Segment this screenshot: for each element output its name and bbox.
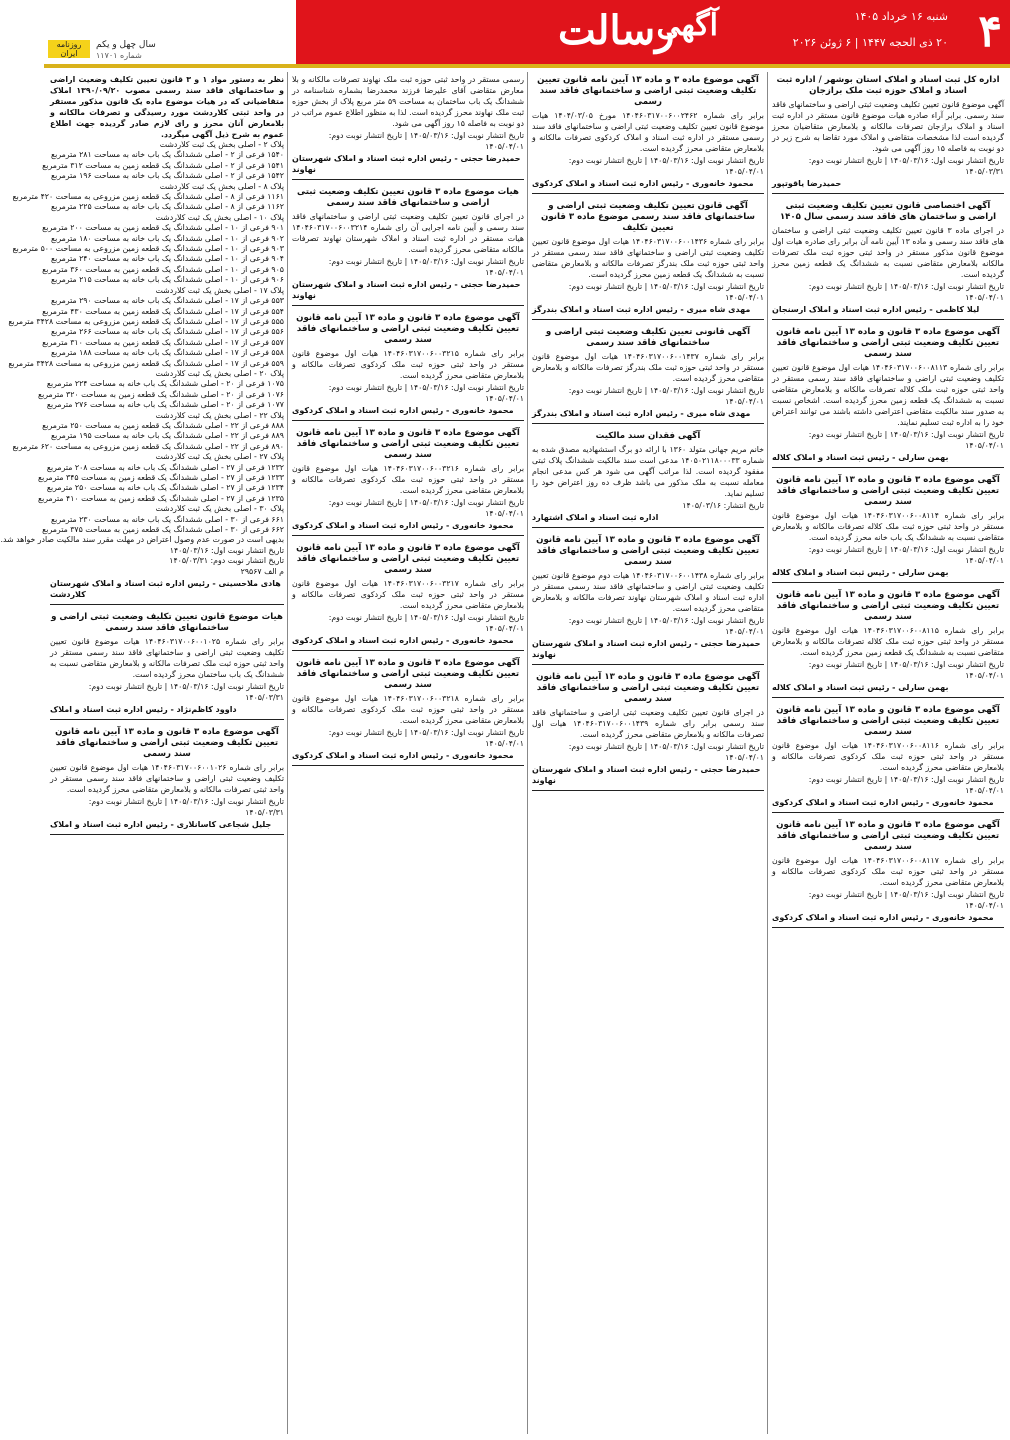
plate-line: ۱۰۷۶ فرعی از ۲۰ - اصلی ششدانگ یک قطعه زمین به مساحت ۳۲۰ مترمربع (37, 389, 284, 399)
notice-block (532, 198, 764, 320)
notice-dates: تاریخ انتشار نوبت اول: ۱۴۰۵/۰۳/۱۶ | تاریخ انتشار نوبت دوم: ۱۴۰۵/۰۴/۰۱ (808, 660, 1004, 680)
notice-signature: محمود خانه‌وری - رئیس اداره ثبت اسناد و املاک کردکوی (292, 636, 514, 645)
issue-number: شماره ۱۱۷۰۱ (96, 51, 142, 60)
notice-signature: بهمن سارلی - رئیس ثبت اسناد و املاک کلاله (772, 568, 949, 577)
plate-line: ۹۰۳ فرعی از ۱۰ - اصلی ششدانگ یک قطعه زمین مزروعی به مساحت ۵۰۰ مترمربع (12, 244, 284, 254)
plate-line: ۱۲۳۳ فرعی از ۲۷ - اصلی ششدانگ یک قطعه زمین به مساحت ۳۴۵ مترمربع (37, 473, 284, 482)
notice-title: آگهی موضوع ماده ۳ قانون و ماده ۱۳ آیین نامه قانون تعیین تکلیف وضعیت ثبتی اراضی و ساختمانهای فاقد سند رسمی (296, 658, 520, 690)
notice-title: آگهی موضوع ماده ۳ قانون و ماده ۱۳ آیین نامه قانون تعیین تکلیف وضعیت ثبتی اراضی و ساختمانهای فاقد سند رسمی (536, 672, 760, 704)
notice-dates: تاریخ انتشار نوبت اول: ۱۴۰۵/۰۳/۱۶ | تاریخ انتشار نوبت دوم: ۱۴۰۵/۰۴/۰۱ (808, 890, 1004, 910)
columns (0, 72, 1005, 1434)
notice-title: هیات موضوع ماده ۳ قانون تعیین تکلیف وضعیت ثبتی اراضی و ساختمانهای فاقد سند رسمی (297, 187, 519, 208)
date-other: ۲۰ ذی الحجه ۱۴۴۷ | ۶ ژوئن ۲۰۲۶ (792, 36, 948, 49)
plate-line: ۱۰۷۷ فرعی از ۲۰ - اصلی ششدانگ یک باب خانه به مساحت ۲۷۶ مترمربع (46, 400, 284, 410)
notice-signature: جلیل شجاعی کاسانلاری - رئیس اداره ثبت اسناد و املاک (50, 820, 272, 830)
notice-body: برابر رای شماره ۱۴۰۴۶۰۳۱۷۰۰۶۰۰۸۱۱۳ هیات اول موضوع قانون تعیین تکلیف وضعیت ثبتی اراضی و ساختمانهای فاقد سند رسمی مستقر در واحد ثبتی حوزه ثبت ملک کلاله تصرفات مالکانه و بلامعارض متقاضی نسبت به ششدانگ یک قطعه زمین محرز گردیده است. اشخاص نسبت به صدور سند مالکیت متقاضی اعتراضی داشته باشند می توانند اعتراض خود را به اداره ثبت تسلیم نمایند. (772, 363, 1004, 427)
plate-line: ۱۵۴۱ فرعی از ۲ - اصلی ششدانگ یک قطعه زمین به مساحت ۳۱۲ مترمربع (42, 160, 284, 170)
notice-title: آگهی قانونی تعیین تکلیف وضعیت ثبتی اراضی و ساختمانهای فاقد سند رسمی (545, 327, 751, 348)
gold-rule (44, 64, 1010, 68)
masthead-left (44, 0, 296, 64)
plate-line: تاریخ انتشار نوبت اول: ۱۴۰۵/۰۳/۱۶ (169, 545, 284, 555)
notice-body: برابر رای شماره ۱۴۰۴۶۰۳۱۷۰۰۶۰۰۱۰۲۵ هیات موضوع قانون تعیین تکلیف وضعیت ثبتی اراضی و ساختمانهای فاقد سند رسمی مستقر در واحد ثبتی حوزه ثبت ملک تصرفات مالکانه و بلامعارض متقاضی نسبت به ششدانگ یک باب ساختمان محرز گردیده است. (50, 637, 284, 680)
notice-block (772, 198, 1004, 320)
notice-block (772, 324, 1004, 468)
plate-line: پلاک ۲۷ - اصلی بخش یک ثبت کلاردشت (155, 452, 284, 462)
plate-line: م الف ۲۹۵۶۷ (240, 566, 284, 576)
column-4 (0, 72, 284, 1434)
notice-body: برابر رای شماره ۱۴۰۴۶۰۳۱۷۰۰۶۰۰۸۱۱۷ هیات اول موضوع قانون مستقر در واحد ثبتی حوزه ثبت ملک کردکوی تصرفات مالکانه و بلامعارض متقاضی محرز گردیده است. (772, 856, 1004, 887)
notice-title: آگهی موضوع ماده ۳ قانون و ماده ۱۳ آیین نامه قانون تعیین تکلیف وضعیت ثبتی اراضی و ساختمانهای فاقد سند رسمی (55, 727, 279, 760)
notice-title: آگهی موضوع ماده ۳ و ماده ۱۳ آیین نامه قانون تعیین تکلیف وضعیت ثبتی اراضی و ساختمانهای فاقد سند رسمی (537, 75, 759, 107)
plate-line: ۵۵۷ فرعی از ۱۷ - اصلی ششدانگ یک قطعه زمین به مساحت ۳۱۰ مترمربع (42, 337, 284, 347)
notice-dates: تاریخ انتشار: ۱۴۰۵/۰۳/۱۶ (682, 501, 764, 510)
plate-line: ۹۰۱ فرعی از ۱۰ - اصلی ششدانگ یک قطعه زمین به مساحت ۲۰۰ مترمربع (42, 223, 284, 233)
column-1 (772, 72, 1004, 1434)
notice-body: برابر رای شماره ۱۴۰۴۶۰۳۱۷۰۰۶۰۰۳۲۱۷ هیات اول موضوع قانون مستقر در واحد ثبتی حوزه ثبت ملک کردکوی تصرفات مالکانه و بلامعارض متقاضی محرز گردیده است. (292, 579, 524, 610)
notice-block (292, 72, 524, 180)
plate-line: پلاک ۳۰ - اصلی بخش یک ثبت کلاردشت (155, 504, 284, 514)
plate-line: ۸۸۸ فرعی از ۲۲ - اصلی ششدانگ یک قطعه زمین به مساحت ۲۵۰ مترمربع (42, 420, 284, 430)
column-3 (292, 72, 524, 1434)
notice-block (50, 609, 284, 720)
section-title: آگهی (656, 8, 718, 43)
notice-dates: تاریخ انتشار نوبت اول: ۱۴۰۵/۰۳/۱۶ | تاریخ انتشار نوبت دوم: ۱۴۰۵/۰۴/۰۱ (328, 498, 524, 518)
notice-block (772, 472, 1004, 583)
plate-line: پلاک ۱۷ - اصلی بخش یک ثبت کلاردشت (155, 285, 284, 295)
plate-lines (0, 140, 284, 577)
plate-line: ۸۸۹ فرعی از ۲۲ - اصلی ششدانگ یک باب خانه به مساحت ۱۹۵ مترمربع (51, 431, 284, 441)
notice-dates: تاریخ انتشار نوبت اول: ۱۴۰۵/۰۳/۱۶ | تاریخ انتشار نوبت دوم: ۱۴۰۵/۰۳/۳۱ (88, 682, 284, 703)
year-issue: سال چهل و یکم (96, 40, 156, 50)
notice-signature: بهمن سارلی - رئیس ثبت اسناد و املاک کلاله (772, 683, 949, 692)
notice-body: برابر رای شماره ۱۴۰۴۶۰۳۱۷۰۰۶۰۰۳۲۱۸ هیات اول موضوع قانون مستقر در واحد ثبتی حوزه ثبت ملک کردکوی تصرفات مالکانه و بلامعارض متقاضی محرز گردیده است. (292, 694, 524, 725)
notice-title: آگهی موضوع ماده ۳ قانون و ماده ۱۳ آیین نامه قانون تعیین تکلیف وضعیت ثبتی اراضی و ساختمانهای فاقد سند رسمی (296, 428, 520, 460)
notice-body: برابر رای شماره ۱۴۰۴۶۰۳۱۷۰۰۶۰۰۱۰۲۶ هیات اول موضوع قانون تعیین تکلیف وضعیت ثبتی اراضی و ساختمانهای فاقد سند رسمی مستقر در واحد ثبتی تصرفات مالکانه و بلامعارض متقاضی محرز گردیده است. (50, 763, 284, 795)
plate-line: پلاک ۲۲ - اصلی بخش یک ثبت کلاردشت (155, 410, 284, 420)
notice-body: آگهی موضوع قانون تعیین تکلیف وضعیت ثبتی اراضی و ساختمانهای فاقد سند رسمی. برابر آراء صادره هیات موضوع قانون مستقر در اداره ثبت اسناد و املاک برازجان تصرفات مالکانه و بلامعارض متقاضیان محرز گردیده است لذا مشخصات متقاضی و املاک مورد تقاضا به شرح زیر در دو نوبت به فاصله ۱۵ روز آگهی می شود. (772, 100, 1004, 153)
notice-block (532, 72, 764, 194)
notice-signature: محمود خانه‌وری - رئیس اداره ثبت اسناد و املاک کردکوی (292, 751, 514, 760)
notice-signature: داوود کاظم‌نژاد - رئیس اداره ثبت اسناد و املاک (50, 705, 237, 715)
notice-dates: تاریخ انتشار نوبت اول: ۱۴۰۵/۰۳/۱۶ | تاریخ انتشار نوبت دوم: ۱۴۰۵/۰۴/۰۱ (568, 282, 764, 302)
notice-dates: تاریخ انتشار نوبت اول: ۱۴۰۵/۰۳/۱۶ | تاریخ انتشار نوبت دوم: ۱۴۰۵/۰۳/۳۱ (808, 156, 1004, 176)
notice-dates: تاریخ انتشار نوبت اول: ۱۴۰۵/۰۳/۱۶ | تاریخ انتشار نوبت دوم: ۱۴۰۵/۰۴/۰۱ (328, 131, 524, 151)
notice-dates: تاریخ انتشار نوبت اول: ۱۴۰۵/۰۳/۱۶ | تاریخ انتشار نوبت دوم: ۱۴۰۵/۰۴/۰۱ (328, 728, 524, 748)
notice-dates: تاریخ انتشار نوبت اول: ۱۴۰۵/۰۳/۱۶ | تاریخ انتشار نوبت دوم: ۱۴۰۵/۰۴/۰۱ (568, 742, 764, 762)
masthead-band (296, 0, 1010, 64)
plate-line: ۵۵۹ فرعی از ۱۷ - اصلی ششدانگ یک قطعه زمین مزروعی به مساحت ۳۴۲۸ مترمربع (8, 358, 284, 368)
notice-signature: محمود خانه‌وری - رئیس اداره ثبت اسناد و املاک کردکوی (532, 179, 754, 188)
notice-title: آگهی موضوع ماده ۳ قانون و ماده ۱۳ آیین نامه قانون تعیین تکلیف وضعیت ثبتی اراضی و ساختمانهای فاقد سند رسمی (296, 313, 520, 345)
notice-body: برابر رای شماره ۱۴۰۴۶۰۳۱۷۰۰۶۰۰۳۲۱۶ هیات اول موضوع قانون مستقر در واحد ثبتی حوزه ثبت ملک کردکوی تصرفات مالکانه و بلامعارض متقاضی محرز گردیده است. (292, 464, 524, 495)
notice-signature: هادی ملاحسینی - رئیس اداره ثبت اسناد و املاک شهرستان کلاردشت (50, 579, 281, 600)
notice-dates: تاریخ انتشار نوبت اول: ۱۴۰۵/۰۳/۱۶ | تاریخ انتشار نوبت دوم: ۱۴۰۵/۰۴/۰۱ (328, 383, 524, 403)
notice-signature: بهمن سارلی - رئیس ثبت اسناد و املاک کلاله (772, 453, 949, 462)
notice-body: برابر رای شماره ۱۴۰۴۶۰۳۱۷۰۰۶۰۰۱۴۳۸ هیات دوم موضوع قانون تعیین تکلیف وضعیت ثبتی اراضی و ساختمانهای فاقد سند رسمی مستقر در اداره ثبت اسناد و املاک شهرستان نهاوند تصرفات مالکانه و بلامعارض متقاضی محرز گردیده است. (532, 571, 764, 613)
notice-title: آگهی موضوع ماده ۳ قانون و ماده ۱۳ آیین نامه قانون تعیین تکلیف وضعیت ثبتی اراضی و ساختمانهای فاقد سند رسمی (536, 535, 760, 567)
notice-signature: اداره ثبت اسناد و املاک اشتهارد (532, 513, 659, 522)
notice-intro: نظر به دستور مواد ۱ و ۳ قانون تعیین تکلیف وضعیت اراضی و ساختمانهای فاقد سند رسمی مصوب ۱۳۹۰/۰۹/۲۰ املاک متقاضیانی که در هیات موضوع ماده یک قانون مذکور مستقر در واحد ثبتی کلاردشت مورد رسیدگی و تصرفات مالکانه و بلامعارض آنان محرز و رای لازم صادر گردیده جهت اطلاع عموم به شرح ذیل آگهی میگردد. (50, 75, 284, 139)
notice-dates: تاریخ انتشار نوبت اول: ۱۴۰۵/۰۳/۱۶ | تاریخ انتشار نوبت دوم: ۱۴۰۵/۰۴/۰۱ (808, 545, 1004, 565)
plate-list-notice (0, 72, 284, 605)
notice-title: آگهی فقدان سند مالکیت (595, 431, 701, 441)
notice-body: در اجرای قانون تعیین تکلیف وضعیت ثبتی اراضی و ساختمانهای فاقد سند رسمی برابر رای شماره ۱۴۰۴۶۰۳۱۷۰۰۶۰۰۱۴۳۹ هیات اول تصرفات مالکانه و بلامعارض متقاضی محرز گردیده است. (532, 708, 765, 739)
notice-block (772, 587, 1004, 698)
notice-dates: تاریخ انتشار نوبت اول: ۱۴۰۵/۰۳/۱۶ | تاریخ انتشار نوبت دوم: ۱۴۰۵/۰۴/۰۱ (808, 282, 1004, 302)
plate-line: ۶۶۱ فرعی از ۳۰ - اصلی ششدانگ یک باب خانه به مساحت ۲۳۰ مترمربع (51, 514, 284, 524)
notice-signature: محمود خانه‌وری - رئیس اداره ثبت اسناد و املاک کردکوی (292, 406, 514, 415)
notice-block (292, 184, 524, 306)
notice-block (772, 817, 1004, 928)
notice-body: برابر رای شماره ۱۴۰۴۶۰۳۱۷۰۰۶۰۰۱۴۳۶ هیات اول موضوع قانون تعیین تکلیف وضعیت ثبتی اراضی و ساختمانهای فاقد سند رسمی مستقر در واحد ثبتی حوزه ثبت ملک بندرگز تصرفات مالکانه و بلامعارض متقاضی نسبت به ششدانگ یک قطعه زمین محرز گردیده است. (532, 237, 764, 279)
notice-signature: حمیدرضا حجتی - رئیس اداره ثبت اسناد و املاک شهرستان نهاوند (292, 280, 521, 300)
notice-signature: حمیدرضا حجتی - رئیس اداره ثبت اسناد و املاک شهرستان نهاوند (532, 639, 761, 659)
notice-dates: تاریخ انتشار نوبت اول: ۱۴۰۵/۰۳/۱۶ | تاریخ انتشار نوبت دوم: ۱۴۰۵/۰۳/۳۱ (88, 797, 284, 818)
notice-body: در اجرای ماده ۳ قانون تعیین تکلیف وضعیت ثبتی اراضی و ساختمان های فاقد سند رسمی و ماده ۱۳ آیین نامه آن برابر رای صادره هیات اول موضوع قانون مذکور مستقر در واحد ثبتی حوزه ثبت ملک تصرفات مالکانه بلامعارض متقاضی نسبت به ششدانگ یک قطعه زمین محرز گردیده است. (772, 226, 1005, 279)
plate-line: ۵۵۵ فرعی از ۱۷ - اصلی ششدانگ یک قطعه زمین مزروعی به مساحت ۳۴۲۸ مترمربع (8, 316, 284, 326)
plate-line: ۹۰۶ فرعی از ۱۰ - اصلی ششدانگ یک باب خانه به مساحت ۲۱۵ مترمربع (51, 275, 284, 285)
plate-line: ۱۵۴۲ فرعی از ۲ - اصلی ششدانگ یک باب خانه به مساحت ۱۹۶ مترمربع (51, 171, 284, 181)
notice-title: اداره کل ثبت اسناد و املاک استان بوشهر / اداره ثبت اسناد و املاک حوزه ثبت ملک برازجان (776, 75, 1000, 96)
plate-line: پلاک ۲۰ - اصلی بخش یک ثبت کلاردشت (155, 368, 284, 378)
notice-title: آگهی موضوع ماده ۳ قانون و ماده ۱۳ آیین نامه قانون تعیین تکلیف وضعیت ثبتی اراضی و ساختمانهای فاقد سند رسمی (776, 327, 1000, 359)
notice-body: رسمی مستقر در واحد ثبتی حوزه ثبت ملک نهاوند تصرفات مالکانه و بلا معارض متقاضی آقای علیرضا فرزند محمدرضا بشماره شناسنامه در ششدانگ یک باب ساختمان به مساحت ۵۹ متر مربع پلاک از بخش حوزه ثبت ملک نهاوند محرز گردیده است. لذا به منظور اطلاع عموم مراتب در دو نوبت به فاصله ۱۵ روز آگهی می شود. (292, 75, 525, 128)
plate-line: ۱۱۶۱ فرعی از ۸ - اصلی ششدانگ یک قطعه زمین مزروعی به مساحت ۴۲۰ مترمربع (12, 192, 284, 202)
notice-title: آگهی موضوع ماده ۳ قانون و ماده ۱۳ آیین نامه قانون تعیین تکلیف وضعیت ثبتی اراضی و ساختمانهای فاقد سند رسمی (776, 820, 1000, 852)
plate-line: بدیهی است در صورت عدم وصول اعتراض در مهلت مقرر سند مالکیت صادر خواهد شد. (0, 535, 284, 545)
date-persian: شنبه ۱۶ خرداد ۱۴۰۵ (854, 10, 948, 23)
notice-body: برابر رای شماره ۱۴۰۴۶۰۳۱۷۰۰۶۰۰۸۱۱۴ هیات اول موضوع قانون مستقر در واحد ثبتی حوزه ثبت ملک کلاله تصرفات مالکانه و بلامعارض متقاضی نسبت به ششدانگ یک باب خانه محرز گردیده است. (772, 511, 1004, 542)
plate-line: ۱۲۳۴ فرعی از ۲۷ - اصلی ششدانگ یک باب خانه به مساحت ۲۵۰ مترمربع (46, 483, 284, 493)
notice-block (292, 310, 524, 421)
notice-signature: محمود خانه‌وری - رئیس اداره ثبت اسناد و املاک کردکوی (772, 913, 994, 922)
notice-dates: تاریخ انتشار نوبت اول: ۱۴۰۵/۰۳/۱۶ | تاریخ انتشار نوبت دوم: ۱۴۰۵/۰۴/۰۱ (808, 775, 1004, 795)
notice-dates: تاریخ انتشار نوبت اول: ۱۴۰۵/۰۳/۱۶ | تاریخ انتشار نوبت دوم: ۱۴۰۵/۰۴/۰۱ (328, 257, 524, 277)
notice-signature: مهدی شاه میری - رئیس اداره ثبت اسناد و املاک بندرگز (532, 305, 751, 314)
plate-line: ۹۰۴ فرعی از ۱۰ - اصلی ششدانگ یک باب خانه به مساحت ۲۴۰ مترمربع (51, 254, 284, 264)
notice-body: برابر رای شماره ۱۴۰۴۶۰۳۱۷۰۰۶۰۰۱۴۳۷ هیات اول موضوع قانون مستقر در واحد ثبتی حوزه ثبت ملک بندرگز تصرفات مالکانه و بلامعارض متقاضی محرز گردیده است. (532, 352, 764, 383)
notice-body: برابر رای شماره ۱۴۰۴۶۰۳۱۷۰۰۶۰۰۳۲۱۵ هیات اول موضوع قانون مستقر در واحد ثبتی حوزه ثبت ملک کردکوی تصرفات مالکانه و بلامعارض متقاضی محرز گردیده است. (292, 349, 524, 380)
plate-line: پلاک ۱۰ - اصلی بخش یک ثبت کلاردشت (155, 212, 284, 222)
plate-line: ۹۰۵ فرعی از ۱۰ - اصلی ششدانگ یک قطعه زمین به مساحت ۳۶۰ مترمربع (42, 264, 284, 274)
plate-line: ۹۰۲ فرعی از ۱۰ - اصلی ششدانگ یک باب خانه به مساحت ۱۸۰ مترمربع (51, 233, 284, 243)
notice-signature: محمود خانه‌وری - رئیس اداره ثبت اسناد و املاک کردکوی (772, 798, 994, 807)
notice-body: برابر رای شماره ۱۴۰۴۶۰۳۱۷۰۰۶۰۰۲۴۶۲ مورخ ۱۴۰۴/۰۳/۰۵ هیات موضوع قانون تعیین تکلیف وضعیت ثبتی اراضی و ساختمانهای فاقد سند رسمی مستقر در اداره ثبت اسناد و املاک کردکوی تصرفات مالکانه و بلامعارض متقاضی محرز گردیده است. (532, 111, 764, 153)
column-2 (532, 72, 764, 1434)
notice-title: آگهی قانون تعیین تکلیف وضعیت ثبتی اراضی و ساختمانهای فاقد سند رسمی موضوع ماده ۳ قانون تعیین تکلیف (541, 201, 755, 233)
plate-line: ۱۰۷۵ فرعی از ۲۰ - اصلی ششدانگ یک باب خانه به مساحت ۲۲۴ مترمربع (46, 379, 284, 389)
plate-line: پلاک ۸ - اصلی بخش یک ثبت کلاردشت (159, 181, 284, 191)
notice-body: برابر رای شماره ۱۴۰۴۶۰۳۱۷۰۰۶۰۰۸۱۱۶ هیات اول موضوع قانون مستقر در واحد ثبتی حوزه ثبت ملک کردکوی تصرفات مالکانه و بلامعارض متقاضی محرز گردیده است. (772, 741, 1004, 772)
notice-block (532, 324, 764, 424)
notice-signature: محمود خانه‌وری - رئیس اداره ثبت اسناد و املاک کردکوی (292, 521, 514, 530)
notice-dates: تاریخ انتشار نوبت اول: ۱۴۰۵/۰۳/۱۶ | تاریخ انتشار نوبت دوم: ۱۴۰۵/۰۴/۰۱ (328, 613, 524, 633)
column-4-notices (50, 609, 284, 835)
notice-title: آگهی موضوع ماده ۳ قانون و ماده ۱۳ آیین نامه قانون تعیین تکلیف وضعیت ثبتی اراضی و ساختمانهای فاقد سند رسمی (776, 705, 1000, 737)
notice-title: آگهی موضوع ماده ۳ قانون و ماده ۱۳ آیین نامه قانون تعیین تکلیف وضعیت ثبتی اراضی و ساختمانهای فاقد سند رسمی (776, 475, 1000, 507)
notice-title: هیات موضوع قانون تعیین تکلیف وضعیت ثبتی اراضی و ساختمانهای فاقد سند رسمی (51, 612, 283, 634)
notice-signature: مهدی شاه میری - رئیس اداره ثبت اسناد و املاک بندرگز (532, 409, 751, 418)
notice-signature: حمیدرضا حجتی - رئیس اداره ثبت اسناد و املاک شهرستان نهاوند (292, 154, 521, 174)
notice-dates: تاریخ انتشار نوبت اول: ۱۴۰۵/۰۳/۱۶ | تاریخ انتشار نوبت دوم: ۱۴۰۵/۰۴/۰۱ (568, 386, 764, 406)
notice-body: خانم مریم جهانی متولد ۱۳۶۰ با ارائه دو برگ استشهادیه مصدق شده به شماره ۱۴۰۵۰۲۱۱۸۰۰۰۳۳ مدعی است سند مالکیت ششدانگ پلاک ثبتی مفقود گردیده است. لذا مراتب آگهی می شود هر کس مدعی انجام معامله نسبت به ملک مذکور می باشد ظرف ده روز اعتراض خود را تسلیم نماید. (532, 445, 765, 498)
notice-block (532, 428, 764, 528)
plate-line: ۸۹۰ فرعی از ۲۲ - اصلی ششدانگ یک قطعه زمین مزروعی به مساحت ۶۲۰ مترمربع (12, 441, 284, 451)
notice-block (532, 669, 764, 791)
notice-block (532, 532, 764, 665)
plate-line: ۱۱۶۲ فرعی از ۸ - اصلی ششدانگ یک باب خانه به مساحت ۲۲۵ مترمربع (51, 202, 284, 212)
notice-block (772, 702, 1004, 813)
newspaper-logo: رسالت (558, 7, 675, 54)
plate-line: تاریخ انتشار نوبت دوم: ۱۴۰۵/۰۳/۳۱ (169, 556, 284, 566)
plate-line: ۱۲۳۵ فرعی از ۲۷ - اصلی ششدانگ یک قطعه زمین به مساحت ۴۱۰ مترمربع (37, 493, 284, 503)
notice-block (292, 540, 524, 651)
plate-line: ۶۶۲ فرعی از ۳۰ - اصلی ششدانگ یک قطعه زمین به مساحت ۳۷۵ مترمربع (42, 525, 284, 535)
notice-signature: حمیدرضا یاقوتپور (772, 179, 842, 188)
notice-block (50, 724, 284, 835)
plate-line: ۵۵۴ فرعی از ۱۷ - اصلی ششدانگ یک قطعه زمین به مساحت ۴۳۰ مترمربع (42, 306, 284, 316)
plate-line: پلاک ۲ - اصلی بخش یک ثبت کلاردشت (159, 140, 284, 149)
notice-block (292, 655, 524, 766)
plate-line: ۵۵۸ فرعی از ۱۷ - اصلی ششدانگ یک باب خانه به مساحت ۱۸۸ مترمربع (51, 348, 284, 358)
notice-body: برابر رای شماره ۱۴۰۴۶۰۳۱۷۰۰۶۰۰۸۱۱۵ هیات اول موضوع قانون مستقر در واحد ثبتی حوزه ثبت ملک کلاله تصرفات مالکانه و بلامعارض متقاضی نسبت به ششدانگ یک قطعه زمین محرز گردیده است. (772, 626, 1004, 657)
notice-title: آگهی موضوع ماده ۳ قانون و ماده ۱۳ آیین نامه قانون تعیین تکلیف وضعیت ثبتی اراضی و ساختمانهای فاقد سند رسمی (776, 590, 1000, 622)
plate-line: ۵۵۳ فرعی از ۱۷ - اصلی ششدانگ یک باب خانه به مساحت ۲۹۰ مترمربع (51, 296, 284, 306)
notice-dates: تاریخ انتشار نوبت اول: ۱۴۰۵/۰۳/۱۶ | تاریخ انتشار نوبت دوم: ۱۴۰۵/۰۴/۰۱ (808, 430, 1004, 450)
watermark-text: روزنامه ایران (56, 40, 82, 58)
plate-line: ۱۲۳۲ فرعی از ۲۷ - اصلی ششدانگ یک باب خانه به مساحت ۲۰۸ مترمربع (46, 462, 284, 472)
plate-line: ۱۵۴۰ فرعی از ۲ - اصلی ششدانگ یک باب خانه به مساحت ۲۸۱ مترمربع (51, 150, 284, 160)
notice-block (292, 425, 524, 536)
notice-title: آگهی اختصاصی قانون تعیین تکلیف وضعیت ثبتی اراضی و ساختمان های فاقد سند رسمی سال ۱۴۰۵ (779, 201, 997, 222)
masthead (44, 0, 1010, 64)
plate-line: ۵۵۶ فرعی از ۱۷ - اصلی ششدانگ یک باب خانه به مساحت ۲۶۶ مترمربع (51, 327, 284, 337)
notice-dates: تاریخ انتشار نوبت اول: ۱۴۰۵/۰۳/۱۶ | تاریخ انتشار نوبت دوم: ۱۴۰۵/۰۴/۰۱ (568, 616, 764, 636)
notice-signature: حمیدرضا حجتی - رئیس اداره ثبت اسناد و املاک شهرستان نهاوند (532, 765, 761, 785)
notice-block (772, 72, 1004, 194)
notice-title: آگهی موضوع ماده ۳ قانون و ماده ۱۳ آیین نامه قانون تعیین تکلیف وضعیت ثبتی اراضی و ساختمانهای فاقد سند رسمی (296, 543, 520, 575)
notice-body: در اجرای قانون تعیین تکلیف وضعیت ثبتی اراضی و ساختمانهای فاقد سند رسمی و آیین نامه اجرایی آن رای شماره ۱۴۰۴۶۰۳۱۷۰۰۶۰۰۳۲۱۴ هیات مستقر در اداره ثبت اسناد و املاک شهرستان نهاوند تصرفات مالکانه متقاضی محرز گردیده است. (292, 212, 524, 254)
page-number: ۴ (978, 6, 1002, 57)
notice-dates: تاریخ انتشار نوبت اول: ۱۴۰۵/۰۳/۱۶ | تاریخ انتشار نوبت دوم: ۱۴۰۵/۰۴/۰۱ (568, 156, 764, 176)
notice-signature: لیلا کاظمی - رئیس اداره ثبت اسناد و املاک ارسنجان (772, 305, 980, 314)
